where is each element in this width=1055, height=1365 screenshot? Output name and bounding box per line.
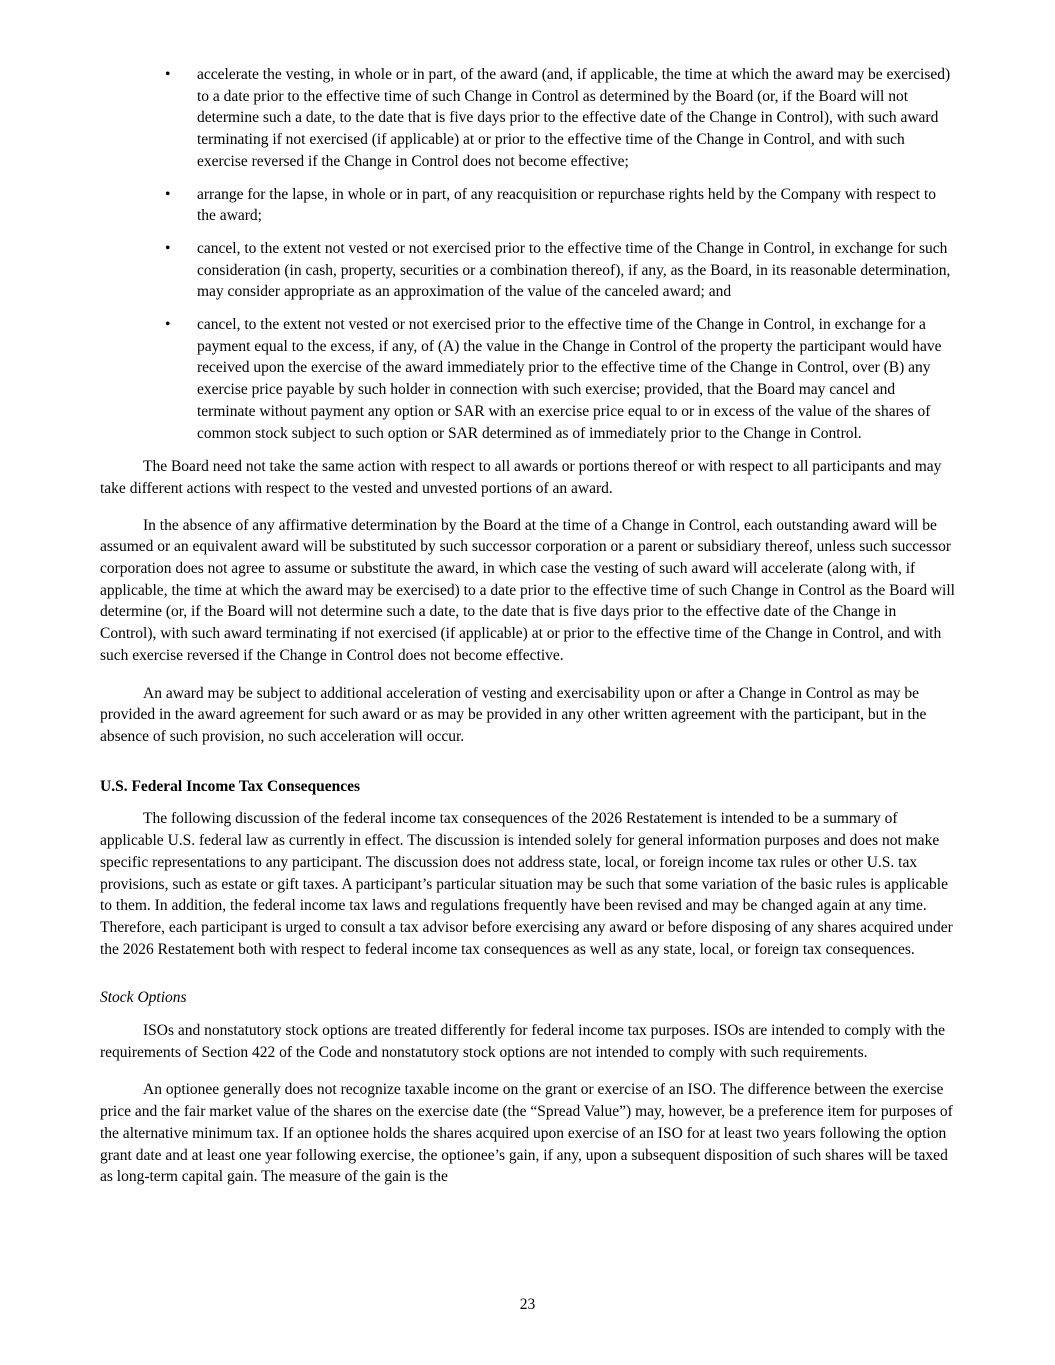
change-in-control-bullet-list: [100, 64, 955, 444]
section-heading-us-federal-income-tax-consequences: U.S. Federal Income Tax Consequences: [100, 777, 361, 795]
bullet-icon: •: [165, 185, 171, 203]
paragraph-board-action: The Board need not take the same action with respect to all awards or portions thereof or with respect to all participants and may take different actions with respect to the vested and unvested portions of an award.: [100, 458, 942, 497]
paragraph-optionee-iso-taxation: An optionee generally does not recognize taxable income on the grant or exercise of an ISO. The difference between the exercise price and the fair market value of the shares on the exercise date (the “Spread Value”) may, however, be a preference item for purposes of the alternative minimum tax. If an optionee holds the shares acquired upon exercise of an ISO for at least two years following the option grant date and at least one year following exercise, the optionee’s gain, if any, upon a subsequent disposition of such shares will be taxed as long-term capital gain. The measure of the gain is the: [100, 1081, 953, 1186]
list-item-accelerate-vesting: [100, 64, 955, 173]
bullet-text: accelerate the vesting, in whole or in part, of the award (and, if applicable, the time at which the award may be exercised) to a date prior to the effective time of such Change in Control as determined by the Board (or, if the Board will not determine such a date, to the date that is five days prior to the effective date of the Change in Control), with such award terminating if not exercised (if applicable) at or prior to the effective time of the Change in Control, and with such exercise reversed if the Change in Control does not become effective;: [197, 66, 951, 170]
list-item-arrange-lapse: [100, 184, 955, 227]
paragraph-isos-vs-nonstatutory: ISOs and nonstatutory stock options are treated differently for federal income tax purposes. ISOs are intended to comply with the requirements of Section 422 of the Code and nonstatutory stock options are not intended to comply with such requirements.: [100, 1022, 946, 1061]
paragraph-additional-acceleration: An award may be subject to additional acceleration of vesting and exercisability upon or after a Change in Control as may be provided in the award agreement for such award or as may be provided in any other written agreement with the participant, but in the absence of such provision, no such acceleration will occur.: [100, 684, 927, 745]
bullet-icon: •: [165, 239, 171, 257]
list-item-cancel-payment: [100, 314, 955, 444]
list-item-cancel-consideration: [100, 238, 955, 303]
page-number: 23: [519, 1296, 536, 1313]
bullet-icon: •: [165, 66, 171, 83]
paragraph-tax-consequences-intro: The following discussion of the federal income tax consequences of the 2026 Restatement is intended to be a summary of applicable U.S. federal law as currently in effect. The discussion is intended solely for general information purposes and does not make specific representations to any participant. The discussion does not address state, local, or foreign income tax rules or other U.S. tax provisions, such as estate or gift taxes. A participant’s particular situation may be such that some variation of the basic rules is applicable to them. In addition, the federal income tax laws and regulations frequently have been revised and may be changed again at any time. Therefore, each participant is urged to consult a tax advisor before exercising any award or before disposing of any shares acquired under the 2026 Restatement both with respect to federal income tax consequences as well as any state, local, or foreign tax consequences.: [100, 810, 953, 958]
paragraph-absence-of-determination: In the absence of any affirmative determination by the Board at the time of a Change in Control, each outstanding award will be assumed or an equivalent award will be substituted by such successor corporation or a parent or subsidiary thereof, unless such successor corporation does not agree to assume or substitute the award, in which case the vesting of such award will accelerate (along with, if applicable, the time at which the award may be exercised) to a date prior to the effective time of such Change in Control as the Board will determine (or, if the Board will not determine such a date, to the date that is five days prior to the effective date of the Change in Control), with such award terminating if not exercised (if applicable) at or prior to the effective time of the Change in Control, and with such exercise reversed if the Change in Control does not become effective.: [100, 516, 955, 664]
section-heading-stock-options: Stock Options: [100, 989, 187, 1007]
bullet-icon: •: [165, 316, 171, 334]
bullet-text: cancel, to the extent not vested or not exercised prior to the effective time of the Change in Control, in exchange for such consideration (in cash, property, securities or a combination thereof), if any, as the Board, in its reasonable determination, may consider appropriate as an approximation of the value of the canceled award; and: [197, 239, 951, 301]
bullet-text: arrange for the lapse, in whole or in part, of any reacquisition or repurchase rights held by the Company with respect to the award;: [197, 185, 937, 225]
bullet-text: cancel, to the extent not vested or not exercised prior to the effective time of the Change in Control, in exchange for a payment equal to the excess, if any, of (A) the value in the Change in Control of the property the participant would have received upon the exercise of the award immediately prior to the effective time of the Change in Control, over (B) any exercise price payable by such holder in connection with such exercise; provided, that the Board may cancel and terminate without payment any option or SAR with an exercise price equal to or in excess of the value of the shares of common stock subject to such option or SAR determined as of immediately prior to the Change in Control.: [197, 316, 942, 442]
